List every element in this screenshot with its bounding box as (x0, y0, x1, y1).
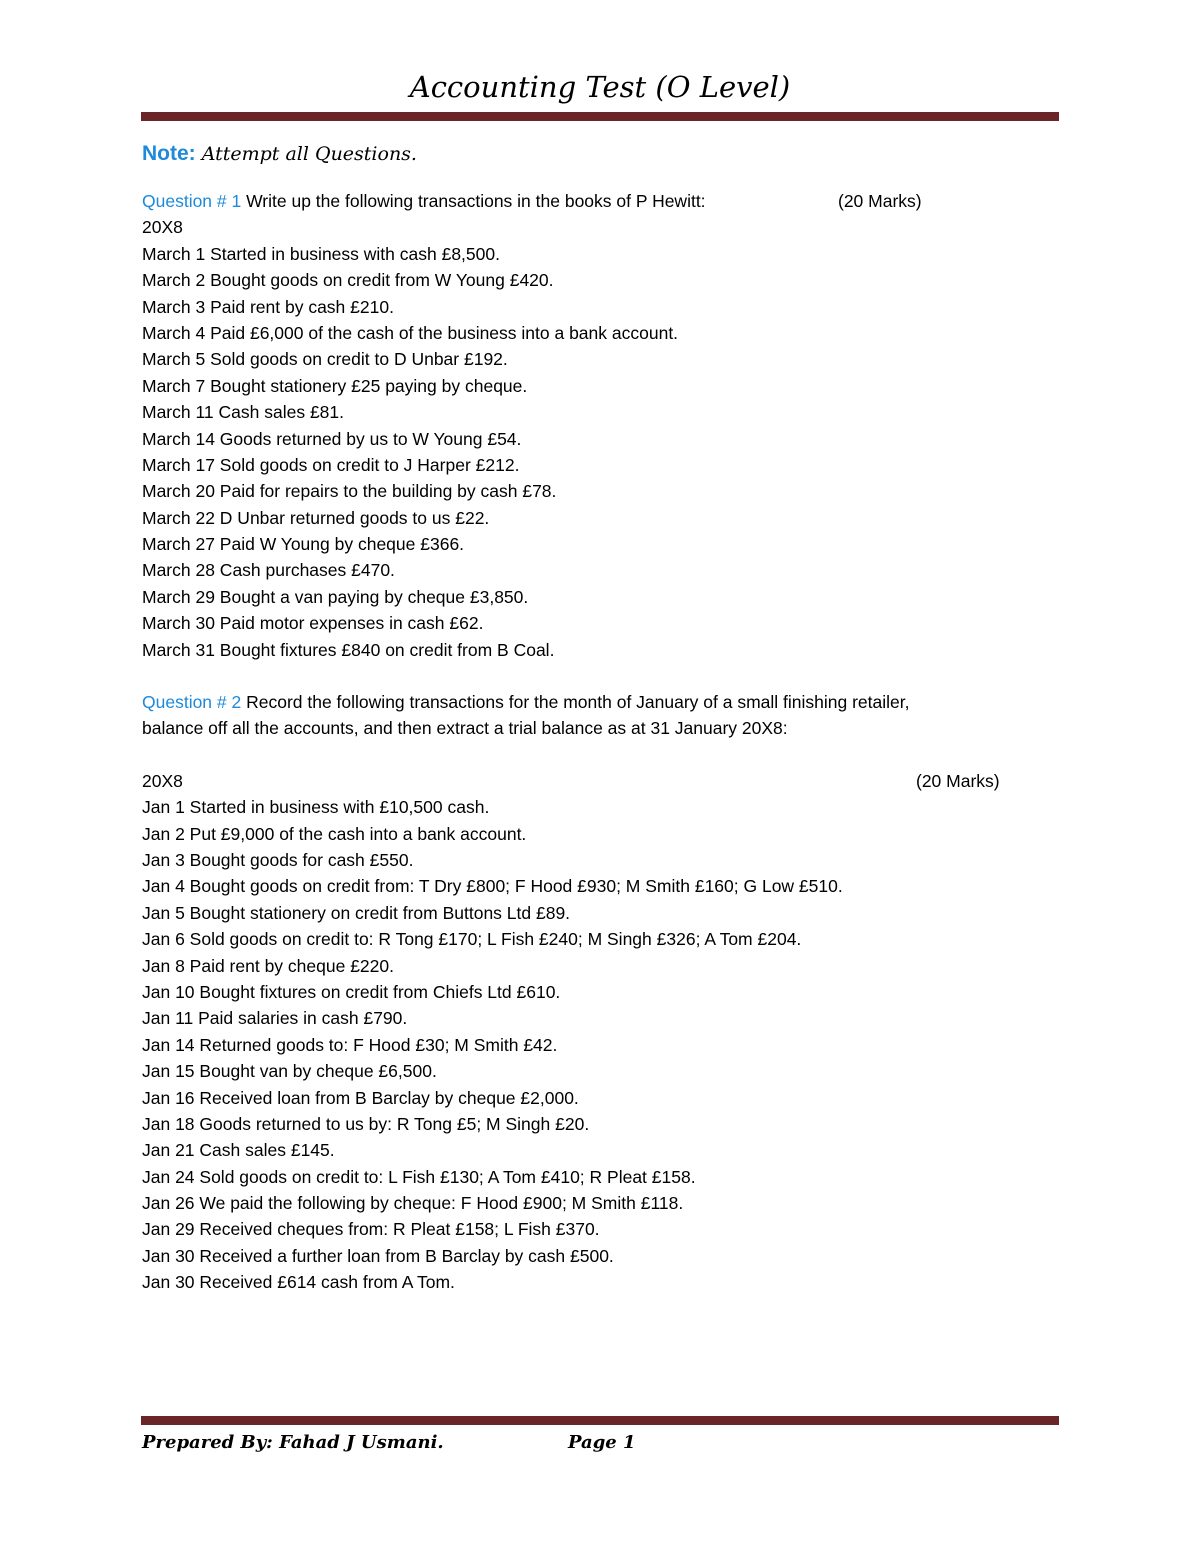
transaction-line: Jan 2 Put £9,000 of the cash into a bank account. (142, 823, 527, 844)
note-text: Attempt all Questions. (195, 143, 417, 165)
transaction-line: Jan 15 Bought van by cheque £6,500. (142, 1061, 437, 1082)
footer-divider (141, 1416, 1059, 1425)
transaction-line: Jan 30 Received £614 cash from A Tom. (142, 1272, 455, 1293)
transaction-line: Jan 16 Received loan from B Barclay by cheque £2,000. (142, 1087, 579, 1108)
transaction-line: March 11 Cash sales £81. (142, 402, 345, 423)
transaction-line: Jan 10 Bought fixtures on credit from Chiefs Ltd £610. (142, 981, 561, 1002)
transaction-line: March 7 Bought stationery £25 paying by cheque. (142, 375, 528, 396)
transaction-line: Jan 21 Cash sales £145. (142, 1140, 335, 1161)
question-1-marks: (20 Marks) (838, 191, 922, 211)
note (142, 142, 1022, 166)
question-2-text-line-2: balance off all the accounts, and then extract a trial balance as at 31 January 20X8: (142, 718, 788, 739)
question-1-transactions (142, 241, 1022, 663)
footer-prepared-by: Prepared By: Fahad J Usmani. (142, 1432, 444, 1453)
question-2-heading (142, 689, 1022, 715)
question-2-transactions (142, 794, 1022, 1295)
transaction-line: Jan 6 Sold goods on credit to: R Tong £170; L Fish £240; M Singh £326; A Tom £204. (142, 929, 802, 950)
question-1-year: 20X8 (142, 217, 183, 238)
question-1-heading (142, 188, 1022, 214)
transaction-line: March 20 Paid for repairs to the building by cash £78. (142, 481, 557, 502)
transaction-line: March 22 D Unbar returned goods to us £22. (142, 507, 490, 528)
note-label: Note: (142, 142, 196, 165)
page-title: Accounting Test (O Level) (409, 70, 791, 104)
transaction-line: March 14 Goods returned by us to W Young £54. (142, 428, 522, 449)
question-2-year: 20X8 (142, 770, 183, 791)
transaction-line: Jan 14 Returned goods to: F Hood £30; M Smith £42. (142, 1034, 558, 1055)
header-divider (141, 112, 1059, 121)
transaction-line: Jan 11 Paid salaries in cash £790. (142, 1008, 408, 1029)
transaction-line: March 2 Bought goods on credit from W Young £420. (142, 270, 554, 291)
transaction-line: Jan 8 Paid rent by cheque £220. (142, 955, 394, 976)
transaction-line: March 29 Bought a van paying by cheque £3,850. (142, 586, 529, 607)
transaction-line: March 4 Paid £6,000 of the cash of the business into a bank account. (142, 322, 679, 343)
question-2-year-row (142, 768, 1022, 794)
question-2-marks: (20 Marks) (916, 770, 1000, 791)
transaction-line: Jan 3 Bought goods for cash £550. (142, 849, 414, 870)
transaction-line: March 28 Cash purchases £470. (142, 560, 395, 581)
transaction-line: March 31 Bought fixtures £840 on credit from B Coal. (142, 639, 555, 660)
transaction-line: Jan 18 Goods returned to us by: R Tong £5; M Singh £20. (142, 1113, 590, 1134)
transaction-line: March 1 Started in business with cash £8,500. (142, 243, 500, 264)
transaction-line: March 17 Sold goods on credit to J Harper £212. (142, 454, 520, 475)
transaction-line: Jan 24 Sold goods on credit to: L Fish £130; A Tom £410; R Pleat £158. (142, 1166, 696, 1187)
transaction-line: March 3 Paid rent by cash £210. (142, 296, 394, 317)
transaction-line: Jan 1 Started in business with £10,500 cash. (142, 797, 490, 818)
document-body (142, 142, 1022, 1296)
transaction-line: Jan 29 Received cheques from: R Pleat £158; L Fish £370. (142, 1219, 600, 1240)
transaction-line: March 5 Sold goods on credit to D Unbar £192. (142, 349, 508, 370)
transaction-line: Jan 30 Received a further loan from B Barclay by cash £500. (142, 1245, 614, 1266)
footer-page-number: Page 1 (568, 1432, 636, 1453)
transaction-line: March 30 Paid motor expenses in cash £62. (142, 613, 484, 634)
transaction-line: Jan 5 Bought stationery on credit from Buttons Ltd £89. (142, 902, 571, 923)
question-2-text-line-1: Record the following transactions for the month of January of a small finishing retailer, (241, 692, 910, 713)
question-1-label: Question # 1 (142, 191, 242, 211)
transaction-line: Jan 4 Bought goods on credit from: T Dry £800; F Hood £930; M Smith £160; G Low £510. (142, 876, 843, 897)
question-2-label: Question # 2 (142, 692, 242, 713)
transaction-line: Jan 26 We paid the following by cheque: F Hood £900; M Smith £118. (142, 1193, 684, 1214)
question-1-text: Write up the following transactions in the books of P Hewitt: (241, 191, 706, 211)
transaction-line: March 27 Paid W Young by cheque £366. (142, 534, 465, 555)
